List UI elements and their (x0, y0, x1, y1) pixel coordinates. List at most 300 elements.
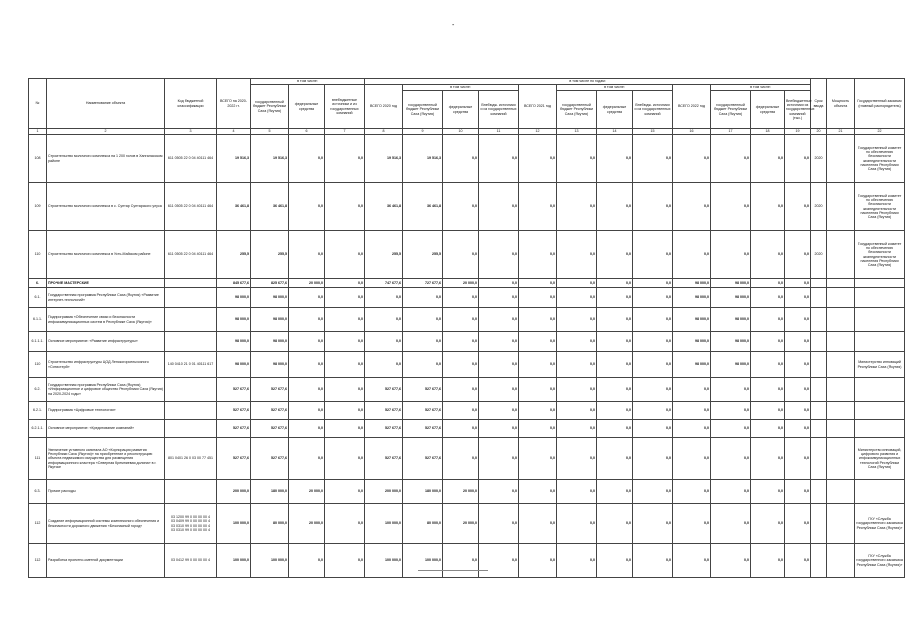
extra-2022-cell: 0,0 (785, 352, 811, 378)
row-number-cell: 6.1. (29, 288, 47, 308)
capacity-cell (827, 135, 855, 183)
regional-2021-cell: 0,0 (557, 352, 597, 378)
total-2022-cell: 98 000,0 (673, 279, 711, 288)
extra-2022-cell: 0,0 (785, 544, 811, 578)
total-2022-cell: 98 000,0 (673, 352, 711, 378)
col-term-header: Срок ввода (811, 79, 827, 129)
column-number: 6 (289, 129, 325, 135)
row-number-cell: 6.2.1.1. (29, 420, 47, 438)
column-number: 21 (827, 129, 855, 135)
total-2022-cell: 0,0 (673, 480, 711, 504)
federal-2020-cell: 0,0 (443, 308, 479, 332)
regional-2021-cell: 0,0 (557, 438, 597, 480)
extra-funds-cell: 0,0 (325, 378, 365, 402)
object-name-cell: Основное мероприятие: «Кредитование компаний» (47, 420, 165, 438)
row-number-cell: 6. (29, 279, 47, 288)
total-2020-cell: 255,5 (365, 231, 403, 279)
regional-2022-cell: 98 000,0 (711, 332, 751, 352)
extra-2021-cell: 0,0 (633, 420, 673, 438)
total-2020-cell: 36 461,8 (365, 183, 403, 231)
object-name-cell: Прочие расходы (47, 480, 165, 504)
column-number: 19 (785, 129, 811, 135)
commission-year-cell (811, 332, 827, 352)
federal-2022-cell: 0,0 (751, 402, 785, 420)
col-reg-2021-header: государственный бюджет Республики Саха (Якутия) (557, 91, 597, 129)
federal-2022-cell: 0,0 (751, 135, 785, 183)
regional-2022-cell: 0,0 (711, 231, 751, 279)
customer-cell (855, 288, 905, 308)
column-number: 11 (479, 129, 519, 135)
column-number: 17 (711, 129, 751, 135)
regional-budget-cell: 19 516,3 (251, 135, 289, 183)
federal-2020-cell: 0,0 (443, 378, 479, 402)
object-name-cell: Строительство молочного комплекса в с. Сунтар Сунтарского улуса (47, 183, 165, 231)
capacity-cell (827, 279, 855, 288)
budget-code-cell (165, 308, 217, 332)
total-amount-cell: 200 000,0 (217, 480, 251, 504)
federal-2022-cell: 0,0 (751, 308, 785, 332)
regional-2021-cell: 0,0 (557, 402, 597, 420)
column-number: 9 (403, 129, 443, 135)
regional-2020-cell: 527 677,6 (403, 402, 443, 420)
capacity-cell (827, 352, 855, 378)
federal-2022-cell: 0,0 (751, 480, 785, 504)
regional-2020-cell: 527 677,6 (403, 420, 443, 438)
col-extra-2022-header: Внебюджетные источники из государственных компаний (тыс.) (785, 91, 811, 129)
extra-2020-cell: 0,0 (479, 402, 519, 420)
col-total-2020-header: ВСЕГО 2020 год (365, 85, 403, 129)
federal-2021-cell: 0,0 (597, 420, 633, 438)
extra-funds-cell: 0,0 (325, 288, 365, 308)
federal-2020-cell: 0,0 (443, 135, 479, 183)
column-number: 18 (751, 129, 785, 135)
row-number-cell: 108 (29, 135, 47, 183)
federal-2021-cell: 0,0 (597, 352, 633, 378)
budget-code-cell: 611 0505 22 0 04 40111 464 (165, 231, 217, 279)
budget-code-cell (165, 402, 217, 420)
extra-funds-cell: 0,0 (325, 279, 365, 288)
extra-2022-cell: 0,0 (785, 135, 811, 183)
column-number: 4 (217, 129, 251, 135)
row-number-cell: 110 (29, 352, 47, 378)
column-number: 8 (365, 129, 403, 135)
commission-year-cell (811, 420, 827, 438)
federal-2020-cell: 0,0 (443, 352, 479, 378)
capacity-cell (827, 402, 855, 420)
capacity-cell (827, 504, 855, 544)
extra-2020-cell: 0,0 (479, 135, 519, 183)
customer-cell (855, 480, 905, 504)
total-amount-cell: 527 677,6 (217, 420, 251, 438)
federal-2022-cell: 0,0 (751, 288, 785, 308)
column-number: 2 (47, 129, 165, 135)
budget-table (28, 78, 905, 578)
table-row (29, 279, 905, 288)
regional-2020-cell: 36 461,8 (403, 183, 443, 231)
federal-2022-cell: 0,0 (751, 378, 785, 402)
regional-2021-cell: 0,0 (557, 183, 597, 231)
federal-2022-cell: 0,0 (751, 183, 785, 231)
regional-budget-cell: 180 000,0 (251, 480, 289, 504)
total-2020-cell: 0,0 (365, 352, 403, 378)
extra-2021-cell: 0,0 (633, 288, 673, 308)
federal-2020-cell: 0,0 (443, 544, 479, 578)
footer-divider (418, 570, 488, 571)
column-number: 10 (443, 129, 479, 135)
regional-budget-cell: 527 677,6 (251, 420, 289, 438)
row-number-cell: 110 (29, 231, 47, 279)
total-amount-cell: 845 677,6 (217, 279, 251, 288)
commission-year-cell (811, 504, 827, 544)
regional-2022-cell: 0,0 (711, 438, 751, 480)
regional-2022-cell: 0,0 (711, 183, 751, 231)
extra-2022-cell: 0,0 (785, 279, 811, 288)
total-2021-cell: 0,0 (519, 504, 557, 544)
extra-2022-cell: 0,0 (785, 308, 811, 332)
federal-2020-cell: 0,0 (443, 402, 479, 420)
customer-cell: Министерство инноваций, цифрового развития и инфокоммуникационных технологий Республики Саха (Якутия) (855, 438, 905, 480)
regional-2020-cell: 527 677,6 (403, 378, 443, 402)
federal-2022-cell: 0,0 (751, 332, 785, 352)
customer-cell (855, 332, 905, 352)
federal-2022-cell: 0,0 (751, 504, 785, 544)
federal-2021-cell: 0,0 (597, 231, 633, 279)
regional-2021-cell: 0,0 (557, 480, 597, 504)
federal-2020-cell: 0,0 (443, 231, 479, 279)
table-row (29, 332, 905, 352)
extra-2020-cell: 0,0 (479, 308, 519, 332)
extra-2020-cell: 0,0 (479, 352, 519, 378)
regional-2020-cell: 180 000,0 (403, 480, 443, 504)
total-2022-cell: 98 000,0 (673, 288, 711, 308)
extra-2021-cell: 0,0 (633, 544, 673, 578)
commission-year-cell (811, 480, 827, 504)
budget-code-cell (165, 332, 217, 352)
object-name-cell: Создание информационной системы комплексного обеспечения и безопасности дорожного движения «Безопасный город» (47, 504, 165, 544)
federal-2020-cell: 0,0 (443, 438, 479, 480)
extra-2022-cell: 0,0 (785, 288, 811, 308)
extra-2022-cell: 0,0 (785, 332, 811, 352)
table-row (29, 402, 905, 420)
total-2020-cell: 200 000,0 (365, 480, 403, 504)
page-mark: - (452, 22, 455, 29)
sub-including-2020: в том числе: (403, 85, 519, 91)
total-2022-cell: 0,0 (673, 544, 711, 578)
col-fed-2021-header: федеральные средства (597, 91, 633, 129)
total-2021-cell: 0,0 (519, 402, 557, 420)
total-2020-cell: 100 000,0 (365, 544, 403, 578)
total-2021-cell: 0,0 (519, 279, 557, 288)
total-2022-cell: 0,0 (673, 135, 711, 183)
total-2021-cell: 0,0 (519, 544, 557, 578)
object-name-cell: Строительство инфраструктуры ЦОД Ленскогорсельхозного «Ситистерй» (47, 352, 165, 378)
total-amount-cell: 36 461,8 (217, 183, 251, 231)
extra-funds-cell: 0,0 (325, 135, 365, 183)
extra-2020-cell: 0,0 (479, 183, 519, 231)
federal-2021-cell: 0,0 (597, 135, 633, 183)
capacity-cell (827, 544, 855, 578)
total-2022-cell: 0,0 (673, 378, 711, 402)
regional-budget-cell: 98 000,0 (251, 308, 289, 332)
object-name-cell: Строительство молочного комплекса на 1 200 голов в Хангаласском районе (47, 135, 165, 183)
extra-2022-cell: 0,0 (785, 183, 811, 231)
total-2020-cell: 527 677,6 (365, 402, 403, 420)
regional-2021-cell: 0,0 (557, 420, 597, 438)
extra-funds-cell: 0,0 (325, 183, 365, 231)
extra-2022-cell: 0,0 (785, 231, 811, 279)
federal-funds-cell: 0,0 (289, 352, 325, 378)
regional-2020-cell: 255,5 (403, 231, 443, 279)
extra-2021-cell: 0,0 (633, 332, 673, 352)
regional-2022-cell: 0,0 (711, 402, 751, 420)
row-number-cell: 112 (29, 544, 47, 578)
regional-2022-cell: 0,0 (711, 420, 751, 438)
total-2021-cell: 0,0 (519, 378, 557, 402)
regional-2022-cell: 0,0 (711, 378, 751, 402)
table-row (29, 288, 905, 308)
federal-2022-cell: 0,0 (751, 544, 785, 578)
commission-year-cell: 2020 (811, 183, 827, 231)
regional-2020-cell: 19 516,3 (403, 135, 443, 183)
total-2020-cell: 100 000,0 (365, 504, 403, 544)
total-2020-cell: 527 677,6 (365, 438, 403, 480)
total-amount-cell: 98 000,0 (217, 332, 251, 352)
regional-2020-cell: 80 000,0 (403, 504, 443, 544)
extra-funds-cell: 0,0 (325, 332, 365, 352)
total-2022-cell: 0,0 (673, 231, 711, 279)
total-2021-cell: 0,0 (519, 231, 557, 279)
column-number: 7 (325, 129, 365, 135)
total-2020-cell: 747 677,6 (365, 279, 403, 288)
total-2022-cell: 0,0 (673, 438, 711, 480)
total-2021-cell: 0,0 (519, 420, 557, 438)
regional-2022-cell: 0,0 (711, 480, 751, 504)
extra-2021-cell: 0,0 (633, 480, 673, 504)
federal-2021-cell: 0,0 (597, 544, 633, 578)
customer-cell: Государственный комитет по обеспечению безопасности жизнедеятельности населения Республики Саха (Якутия) (855, 135, 905, 183)
col-total-header: ВСЕГО на 2020-2022 гг. (217, 79, 251, 129)
total-2021-cell: 0,0 (519, 135, 557, 183)
total-2022-cell: 0,0 (673, 402, 711, 420)
col-reg-2022-header: государственный бюджет Республики Саха (Якутия) (711, 91, 751, 129)
table-row (29, 378, 905, 402)
commission-year-cell: 2020 (811, 231, 827, 279)
extra-2020-cell: 0,0 (479, 504, 519, 544)
regional-budget-cell: 100 000,0 (251, 544, 289, 578)
federal-funds-cell: 0,0 (289, 378, 325, 402)
capacity-cell (827, 420, 855, 438)
commission-year-cell (811, 288, 827, 308)
col-total-2021-header: ВСЕГО 2021 год (519, 85, 557, 129)
regional-2022-cell: 0,0 (711, 504, 751, 544)
regional-2022-cell: 98 000,0 (711, 279, 751, 288)
total-amount-cell: 98 000,0 (217, 308, 251, 332)
federal-2020-cell: 20 000,0 (443, 480, 479, 504)
object-name-cell: Строительство молочного комплекса в Усть-Майском районе (47, 231, 165, 279)
extra-2021-cell: 0,0 (633, 504, 673, 544)
column-number: 12 (519, 129, 557, 135)
capacity-cell (827, 183, 855, 231)
customer-cell (855, 402, 905, 420)
federal-funds-cell: 0,0 (289, 402, 325, 420)
column-number: 1 (29, 129, 47, 135)
regional-2022-cell: 0,0 (711, 135, 751, 183)
col-extra-2020-header: Внебюдж. источники и из государственных компаний (479, 91, 519, 129)
extra-2021-cell: 0,0 (633, 378, 673, 402)
table-row (29, 480, 905, 504)
total-amount-cell: 98 000,0 (217, 352, 251, 378)
federal-2021-cell: 0,0 (597, 438, 633, 480)
extra-2021-cell: 0,0 (633, 308, 673, 332)
federal-2021-cell: 0,0 (597, 183, 633, 231)
commission-year-cell (811, 378, 827, 402)
budget-code-cell (165, 480, 217, 504)
object-name-cell: Подпрограмма «Обеспечение связи и безопасности инфокоммуникационных систем в Республике Саха (Якутия)» (47, 308, 165, 332)
federal-2020-cell: 20 000,0 (443, 504, 479, 544)
federal-funds-cell: 0,0 (289, 183, 325, 231)
federal-funds-cell: 0,0 (289, 135, 325, 183)
sub-including-2022: в том числе: (711, 85, 811, 91)
regional-2021-cell: 0,0 (557, 378, 597, 402)
commission-year-cell (811, 308, 827, 332)
customer-cell: Государственный комитет по обеспечению безопасности жизнедеятельности населения Республики Саха (Якутия) (855, 183, 905, 231)
total-amount-cell: 527 677,6 (217, 438, 251, 480)
regional-2021-cell: 0,0 (557, 279, 597, 288)
total-2020-cell: 19 516,3 (365, 135, 403, 183)
table-row (29, 135, 905, 183)
row-number-cell: 112 (29, 504, 47, 544)
object-name-cell: Подпрограмма «Цифровые технологии» (47, 402, 165, 420)
object-name-cell: Основное мероприятие: «Развитие инфраструктуры» (47, 332, 165, 352)
budget-code-cell: 03 1200 99 0 00 00 00 4 03 0409 99 0 00 00 00 4 03 0310 99 0 00 00 00 4 03 0310 99 0 00 00 00 4 (165, 504, 217, 544)
row-number-cell: 6.3. (29, 480, 47, 504)
column-number: 20 (811, 129, 827, 135)
federal-funds-cell: 0,0 (289, 332, 325, 352)
total-2022-cell: 0,0 (673, 183, 711, 231)
extra-2021-cell: 0,0 (633, 231, 673, 279)
federal-2022-cell: 0,0 (751, 438, 785, 480)
budget-code-cell: 140 0410 21 0 01 40111 617 (165, 352, 217, 378)
federal-funds-cell: 0,0 (289, 544, 325, 578)
federal-2022-cell: 0,0 (751, 231, 785, 279)
regional-2021-cell: 0,0 (557, 544, 597, 578)
customer-cell: ГКУ «Служба государственного заказчика Республики Саха (Якутия)» (855, 544, 905, 578)
row-number-cell: 6.1.1. (29, 308, 47, 332)
object-name-cell: Государственная программа Республики Саха (Якутия) «Информационное и цифровое общество Республики Саха (Якутия) на 2020-2024 годы» (47, 378, 165, 402)
federal-funds-cell: 0,0 (289, 231, 325, 279)
customer-cell (855, 308, 905, 332)
col-name-header: Наименование объекта (47, 79, 165, 129)
extra-2020-cell: 0,0 (479, 420, 519, 438)
extra-2020-cell: 0,0 (479, 378, 519, 402)
federal-2021-cell: 0,0 (597, 308, 633, 332)
total-2021-cell: 0,0 (519, 308, 557, 332)
column-number: 13 (557, 129, 597, 135)
table-row (29, 308, 905, 332)
extra-funds-cell: 0,0 (325, 504, 365, 544)
total-2021-cell: 0,0 (519, 332, 557, 352)
col-customer-header: Государственный заказчик (главный распорядитель) (855, 79, 905, 129)
federal-funds-cell: 0,0 (289, 288, 325, 308)
commission-year-cell (811, 352, 827, 378)
row-number-cell: 6.2.1. (29, 402, 47, 420)
regional-2021-cell: 0,0 (557, 504, 597, 544)
budget-code-cell: 03 0412 99 0 00 00 00 4 (165, 544, 217, 578)
col-reg-2020-header: государственный бюджет Республики Саха (Якутия) (403, 91, 443, 129)
total-2020-cell: 0,0 (365, 332, 403, 352)
budget-code-cell: 611 0505 22 0 04 40111 464 (165, 135, 217, 183)
federal-2021-cell: 0,0 (597, 480, 633, 504)
col-extra-funds-header: внебюджетные источники и из государственных компаний (325, 85, 365, 129)
extra-2022-cell: 0,0 (785, 438, 811, 480)
federal-2021-cell: 0,0 (597, 402, 633, 420)
extra-funds-cell: 0,0 (325, 438, 365, 480)
capacity-cell (827, 332, 855, 352)
extra-2022-cell: 0,0 (785, 480, 811, 504)
total-2021-cell: 0,0 (519, 480, 557, 504)
regional-budget-cell: 527 677,6 (251, 438, 289, 480)
regional-2021-cell: 0,0 (557, 288, 597, 308)
extra-2020-cell: 0,0 (479, 231, 519, 279)
column-number: 22 (855, 129, 905, 135)
regional-2021-cell: 0,0 (557, 231, 597, 279)
total-amount-cell: 527 677,6 (217, 402, 251, 420)
extra-2022-cell: 0,0 (785, 378, 811, 402)
regional-2020-cell: 0,0 (403, 332, 443, 352)
regional-2021-cell: 0,0 (557, 308, 597, 332)
regional-2020-cell: 0,0 (403, 308, 443, 332)
capacity-cell (827, 438, 855, 480)
customer-cell (855, 420, 905, 438)
federal-2022-cell: 0,0 (751, 279, 785, 288)
regional-budget-cell: 255,5 (251, 231, 289, 279)
regional-budget-cell: 527 677,6 (251, 402, 289, 420)
extra-funds-cell: 0,0 (325, 352, 365, 378)
federal-funds-cell: 20 000,0 (289, 504, 325, 544)
extra-2021-cell: 0,0 (633, 279, 673, 288)
col-fed-2020-header: федеральные средства (443, 91, 479, 129)
object-name-cell: Увеличение уставного капитала АО «Корпорация развития Республики Саха (Якутия)» на приобретение и реконструкцию объекта недвижимого имущества для размещения информационного кластера «Северная Кремниевая долина» в г. Якутске (47, 438, 165, 480)
col-total-2022-header: ВСЕГО 2022 год (673, 85, 711, 129)
capacity-cell (827, 378, 855, 402)
total-amount-cell: 255,5 (217, 231, 251, 279)
federal-2021-cell: 0,0 (597, 288, 633, 308)
column-number: 14 (597, 129, 633, 135)
customer-cell: ГКУ «Служба государственного заказчика Республики Саха (Якутия)» (855, 504, 905, 544)
budget-code-cell (165, 288, 217, 308)
sub-including-2021: в том числе: (557, 85, 673, 91)
extra-funds-cell: 0,0 (325, 308, 365, 332)
extra-2020-cell: 0,0 (479, 332, 519, 352)
regional-budget-cell: 98 000,0 (251, 352, 289, 378)
regional-budget-cell: 98 000,0 (251, 332, 289, 352)
commission-year-cell (811, 402, 827, 420)
table-row (29, 504, 905, 544)
total-2022-cell: 0,0 (673, 504, 711, 544)
extra-funds-cell: 0,0 (325, 231, 365, 279)
capacity-cell (827, 480, 855, 504)
object-name-cell: ПРОЧИЕ МАСТЕРСКИЕ (47, 279, 165, 288)
budget-code-cell (165, 279, 217, 288)
total-2021-cell: 0,0 (519, 352, 557, 378)
federal-2021-cell: 0,0 (597, 378, 633, 402)
regional-2020-cell: 0,0 (403, 352, 443, 378)
commission-year-cell: 2020 (811, 135, 827, 183)
extra-2021-cell: 0,0 (633, 352, 673, 378)
budget-code-cell: 611 0505 22 0 04 40111 464 (165, 183, 217, 231)
row-number-cell: 6.2. (29, 378, 47, 402)
total-amount-cell: 19 516,3 (217, 135, 251, 183)
